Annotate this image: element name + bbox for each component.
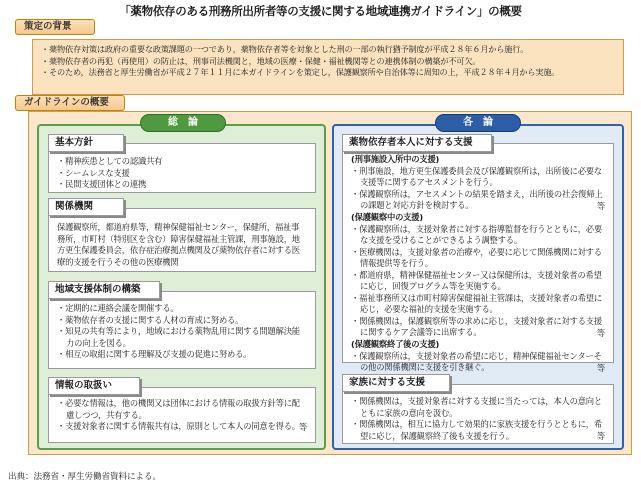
list-item: ・保護観察所は，アセスメントの結果を踏まえ，出所後の社会復帰上の課題と対応方針を検討する。	[351, 188, 603, 210]
basic-policy-heading: 基本方針	[48, 134, 124, 152]
etc-label: 等	[596, 362, 605, 373]
source-note: 出典：法務省・厚生労働省資料による。	[8, 472, 162, 482]
family-support-section	[342, 384, 614, 444]
list-item: ・知見の共有等により，地域における薬物乱用に関する問題解決能力の向上を図る。	[57, 326, 300, 348]
list-item: ・医療機関は，支援対象者の治療や，必要に応じて関係機関に対する情報提供等を行う。	[351, 246, 602, 268]
info-handling-heading: 情報の取扱い	[48, 377, 140, 395]
etc-label: 等	[298, 421, 307, 432]
info-handling-section	[48, 387, 316, 443]
list-item: ・民間支援団体との連携	[57, 179, 147, 189]
list-item: ・刑事施設，地方更生保護委員会及び保護観察所は，出所後に必要な支援等に関するアセスメントを行う。	[351, 165, 603, 187]
agencies-heading: 関係機関	[48, 198, 124, 216]
etc-label: 等	[596, 431, 605, 441]
etc-label: 等	[596, 200, 605, 211]
subheading: (保護観察中の支援)	[351, 212, 423, 222]
self-support-heading: 薬物依存者本人に対する支援	[342, 134, 492, 152]
regional-system-heading: 地域支援体制の構築	[48, 281, 160, 299]
list-item: ・精神疾患としての認識共有	[57, 156, 163, 166]
list-item: ・定期的に連絡会議を開催する。	[57, 303, 179, 313]
family-support-heading: 家族に対する支援	[342, 374, 450, 392]
list-item: ・支援対象者に関する情報共有は，原則として本人の同意を得る。	[57, 421, 300, 431]
self-support-section	[342, 143, 614, 373]
agencies-text: 保護観察所，都道府県等，精神保健福祉センター，保健所，福祉事務所，市町村（特別区を含む）障害保健福祉主管課，刑事施設，地方更生保護委員会，依存症治療拠点機関及び薬物依存者に対する医療的支援を行うその他の医療機関	[57, 222, 300, 267]
background-item: ・そのため，法務省と厚生労働省が平成２７年１１月に本ガイドラインを策定し，保護観察所や自治体等に周知の上，平成２８年４月から実施。	[41, 67, 560, 78]
etc-label: 等	[596, 327, 605, 338]
page-title: 「薬物依存のある刑務所出所者等の支援に関する地域連携ガイドライン」の概要	[119, 4, 522, 18]
subheading: (刑事施設入所中の支援)	[351, 154, 440, 164]
background-item: ・薬物依存対策は政府の重要な政策課題の一つであり，薬物依存者等を対象とした刑の一部の執行猶予制度が平成２８年６月から施行。	[41, 44, 529, 54]
agencies-section	[48, 208, 316, 272]
regional-system-section	[48, 291, 316, 369]
specific-label: 各 論	[435, 114, 521, 132]
list-item: ・福祉事務所又は市町村障害保健福祉主管課は，支援対象者の希望に応じ，必要な福祉的支援を実施する。	[351, 292, 603, 314]
list-item: ・関係機関は，支援対象者に対する支援に当たっては，本人の意向とともに家族の意向を汲む。	[351, 396, 603, 418]
background-item: ・薬物依存者の再犯（再使用）の防止は，刑事司法機関と，地域の医療・保健・福祉機関等との連携体制の構築が不可欠。	[41, 55, 481, 66]
background-box	[32, 39, 624, 95]
list-item: ・必要な情報は，他の機関又は団体における情報の取扱方針等に配慮しつつ，共有する。	[57, 398, 300, 420]
list-item: ・薬物依存者の支援に関する人材の育成に努める。	[57, 314, 244, 325]
guideline-tab: ガイドラインの概要	[15, 95, 125, 111]
subheading: (保護観察終了後の支援)	[351, 339, 440, 349]
list-item: ・保護観察所は，支援対象者の希望に応じ，精神保健福祉センターその他の関係機関に支援を引き継ぐ。	[351, 350, 602, 372]
list-item: ・保護観察所は，支援対象者に対する指導監督を行うとともに，必要な支援を受けることができるよう調整する。	[351, 223, 603, 245]
list-item: ・関係機関は，相互に協力して効果的に家族支援を行うとともに，希望に応じ，保護観察終了後も支援を行う。	[351, 419, 603, 441]
background-tab: 策定の背景	[15, 19, 95, 35]
general-label: 総 論	[140, 114, 226, 132]
list-item: ・関係機関は，保護観察所等の求めに応じ，支援対象者に対する支援に関するケア会議等に出席する。	[351, 315, 603, 337]
list-item: ・都道府県，精神保健福祉センター又は保健所は，支援対象者の希望に応じ，回復プログラム等を実施する。	[351, 269, 602, 291]
list-item: ・シームレスな支援	[57, 167, 130, 178]
list-item: ・相互の取組に関する理解及び支援の促進に努める。	[57, 349, 252, 359]
